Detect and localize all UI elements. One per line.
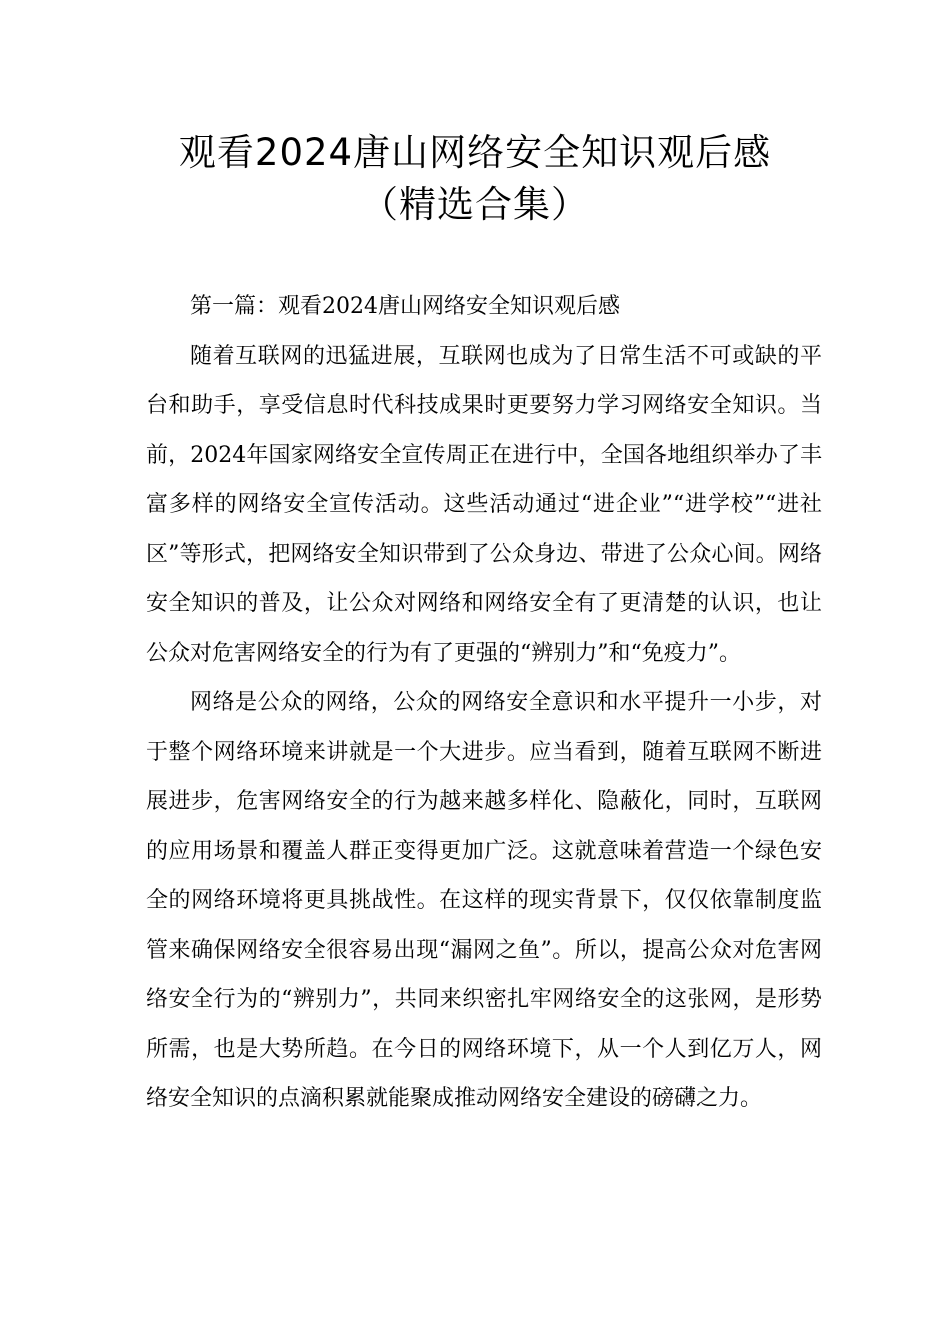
document-body xyxy=(146,282,822,1124)
document-subtitle: （精选合集） xyxy=(361,183,589,226)
paragraph-2: 网络是公众的网络，公众的网络安全意识和水平提升一小步，对于整个网络环境来讲就是一个大进步。应当看到，随着互联网不断进展进步，危害网络安全的行为越来越多样化、隐蔽化，同时，互联网的应用场景和覆盖人群正变得更加广泛。这就意味着营造一个绿色安全的网络环境将更具挑战性。在这样的现实背景下，仅仅依靠制度监管来确保网络安全很容易出现“漏网之鱼”。所以，提高公众对危害网络安全行为的“辨别力”，共同来织密扎牢网络安全的这张网，是形势所需，也是大势所趋。在今日的网络环境下，从一个人到亿万人，网络安全知识的点滴积累就能聚成推动网络安全建设的磅礴之力。 xyxy=(146,690,822,1111)
section-heading: 第一篇：观看2024唐山网络安全知识观后感 xyxy=(190,294,620,319)
document-title: 观看2024唐山网络安全知识观后感 xyxy=(178,131,772,174)
paragraph-1: 随着互联网的迅猛进展，互联网也成为了日常生活不可或缺的平台和助手，享受信息时代科技成果时更要努力学习网络安全知识。当前，2024年国家网络安全宣传周正在进行中，全国各地组织举办了丰富多样的网络安全宣传活动。这些活动通过“进企业”“进学校”“进社区”等形式，把网络安全知识带到了公众身边、带进了公众心间。网络安全知识的普及，让公众对网络和网络安全有了更清楚的认识，也让公众对危害网络安全的行为有了更强的“辨别力”和“免疫力”。 xyxy=(146,343,822,666)
